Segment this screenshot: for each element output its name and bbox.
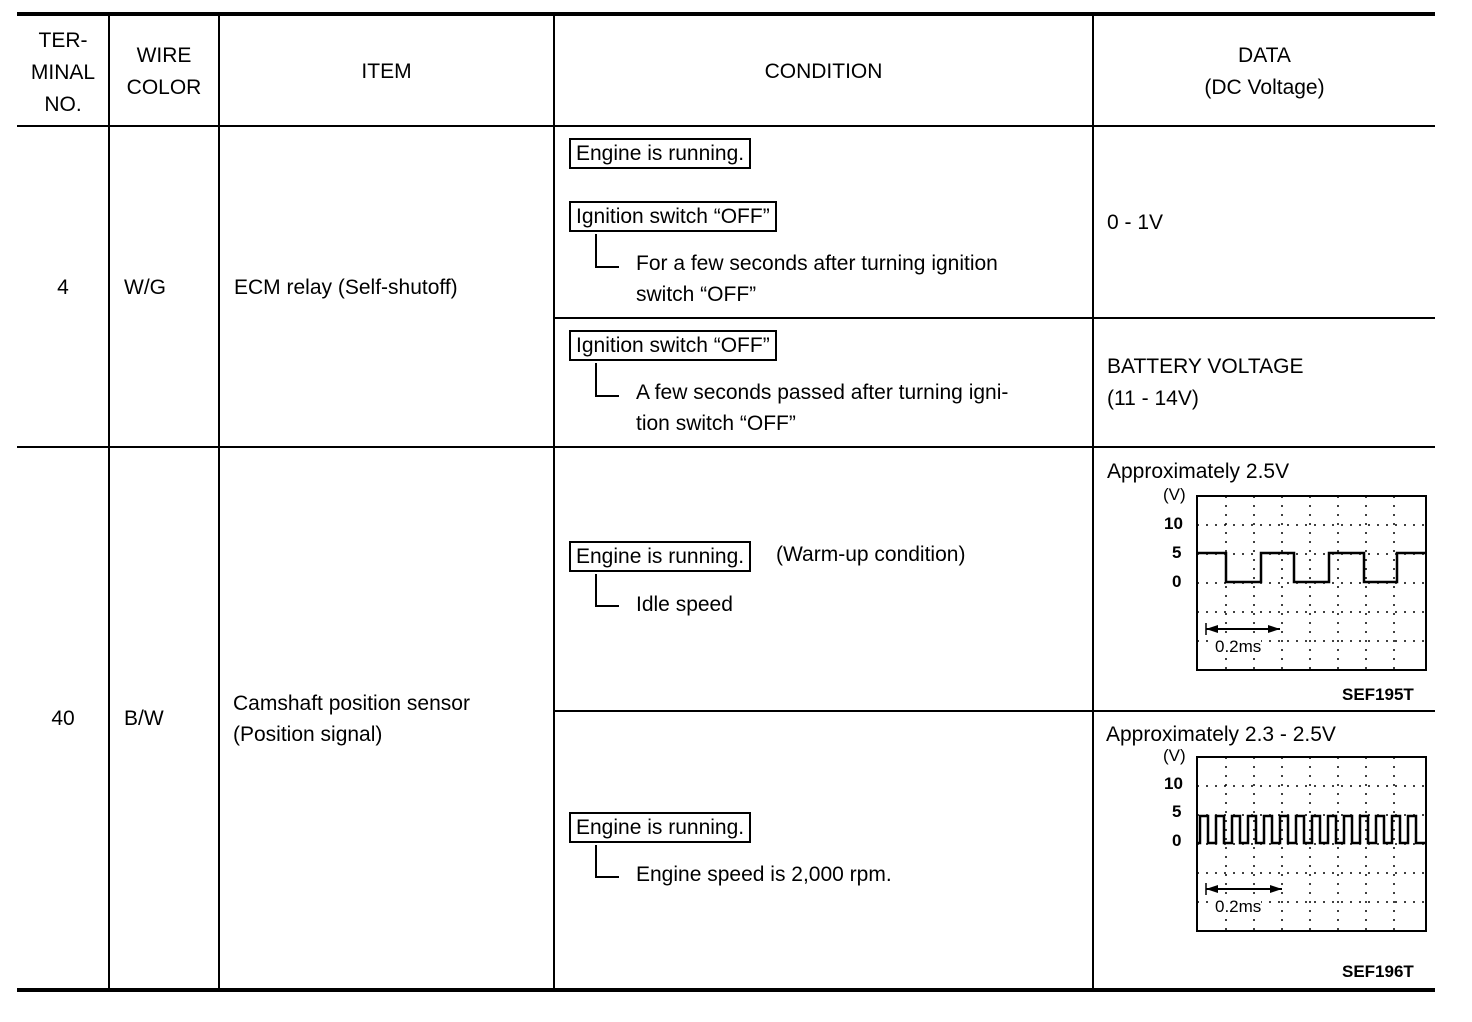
row-40-cond-2-data: Approximately 2.3 - 2.5V — [1106, 723, 1336, 746]
row-4-cond-2-ignition-off-box: Ignition switch “OFF” — [569, 330, 777, 361]
scope-2-unit-label: (V) — [1163, 746, 1186, 765]
scope-2-ref-code: SEF196T — [1342, 962, 1414, 981]
row-4-cond-1-engine-running-box: Engine is running. — [569, 138, 751, 169]
table-bottom-border — [17, 988, 1435, 992]
table-top-border — [17, 12, 1435, 16]
row-4-wire-color: W/G — [124, 276, 166, 299]
scope-1-y-0-label: 0 — [1172, 572, 1182, 591]
row-40-cond-2-sub-line-1: Engine speed is 2,000 rpm. — [636, 863, 892, 886]
scope-1-y-5-label: 5 — [1172, 543, 1182, 562]
header-data-line-1: DATA — [1238, 44, 1291, 67]
col-divider-3 — [553, 14, 555, 990]
row-4-condition-divider — [555, 317, 1435, 319]
row-4-bottom-border — [17, 446, 1435, 448]
row-40-cond-2-bracket — [595, 845, 619, 878]
row-40-cond-1-bracket — [595, 574, 619, 607]
header-wire-line-1: WIRE — [136, 44, 192, 67]
col-divider-4 — [1092, 14, 1094, 990]
row-4-cond-1-bracket — [595, 234, 619, 268]
row-40-cond-1-engine-running-box: Engine is running. — [569, 541, 751, 572]
row-4-cond-2-sub-line-2: tion switch “OFF” — [636, 412, 796, 435]
row-4-cond-1-data: 0 - 1V — [1107, 211, 1164, 234]
scope-1-y-10-label: 10 — [1164, 514, 1183, 533]
row-4-cond-2-data-line-1: BATTERY VOLTAGE — [1107, 355, 1304, 378]
row-4-cond-2-data-line-2: (11 - 14V) — [1107, 387, 1199, 410]
row-40-item-line-1: Camshaft position sensor — [233, 692, 470, 715]
scope-1-ref-code: SEF195T — [1342, 685, 1414, 704]
scope-2-y-5-label: 5 — [1172, 802, 1182, 821]
row-40-cond-1-sub-line-1: Idle speed — [636, 593, 733, 616]
row-40-condition-divider — [555, 710, 1435, 712]
header-wire-line-2: COLOR — [126, 76, 202, 99]
header-terminal-line-2: MINAL — [30, 61, 96, 84]
row-4-cond-1-ignition-off-box: Ignition switch “OFF” — [569, 201, 777, 232]
scope-1-time-label: 0.2ms — [1215, 637, 1262, 656]
header-condition: CONDITION — [764, 60, 883, 83]
row-40-cond-2-engine-running-box: Engine is running. — [569, 812, 751, 843]
scope-2-y-10-label: 10 — [1164, 774, 1183, 793]
col-divider-2 — [218, 14, 220, 990]
row-40-terminal: 40 — [51, 707, 75, 730]
header-data — [1094, 40, 1435, 104]
scope-1-unit-label: (V) — [1163, 485, 1186, 504]
row-4-cond-1-sub-line-2: switch “OFF” — [636, 283, 757, 306]
row-4-cond-2-sub-line-1: A few seconds passed after turning igni- — [636, 381, 1009, 404]
row-40-item-line-2: (Position signal) — [233, 723, 383, 746]
header-item: ITEM — [361, 60, 412, 83]
row-40-cond-1-extra: (Warm-up condition) — [776, 543, 966, 566]
col-divider-1 — [108, 14, 110, 990]
row-4-cond-2-bracket — [595, 363, 619, 397]
row-4-item: ECM relay (Self-shutoff) — [234, 276, 458, 299]
header-bottom-border — [17, 125, 1435, 127]
header-terminal — [18, 25, 108, 121]
row-4-terminal: 4 — [57, 276, 69, 299]
row-4-cond-1-sub-line-1: For a few seconds after turning ignition — [636, 252, 998, 275]
header-data-line-2: (DC Voltage) — [1204, 76, 1325, 99]
header-terminal-line-3: NO. — [44, 93, 82, 116]
row-40-cond-1-data: Approximately 2.5V — [1107, 460, 1290, 483]
scope-2-time-label: 0.2ms — [1215, 897, 1262, 916]
row-40-wire-color: B/W — [124, 707, 164, 730]
header-wire-color — [110, 40, 218, 104]
header-terminal-line-1: TER- — [38, 29, 88, 52]
scope-2-y-0-label: 0 — [1172, 831, 1182, 850]
